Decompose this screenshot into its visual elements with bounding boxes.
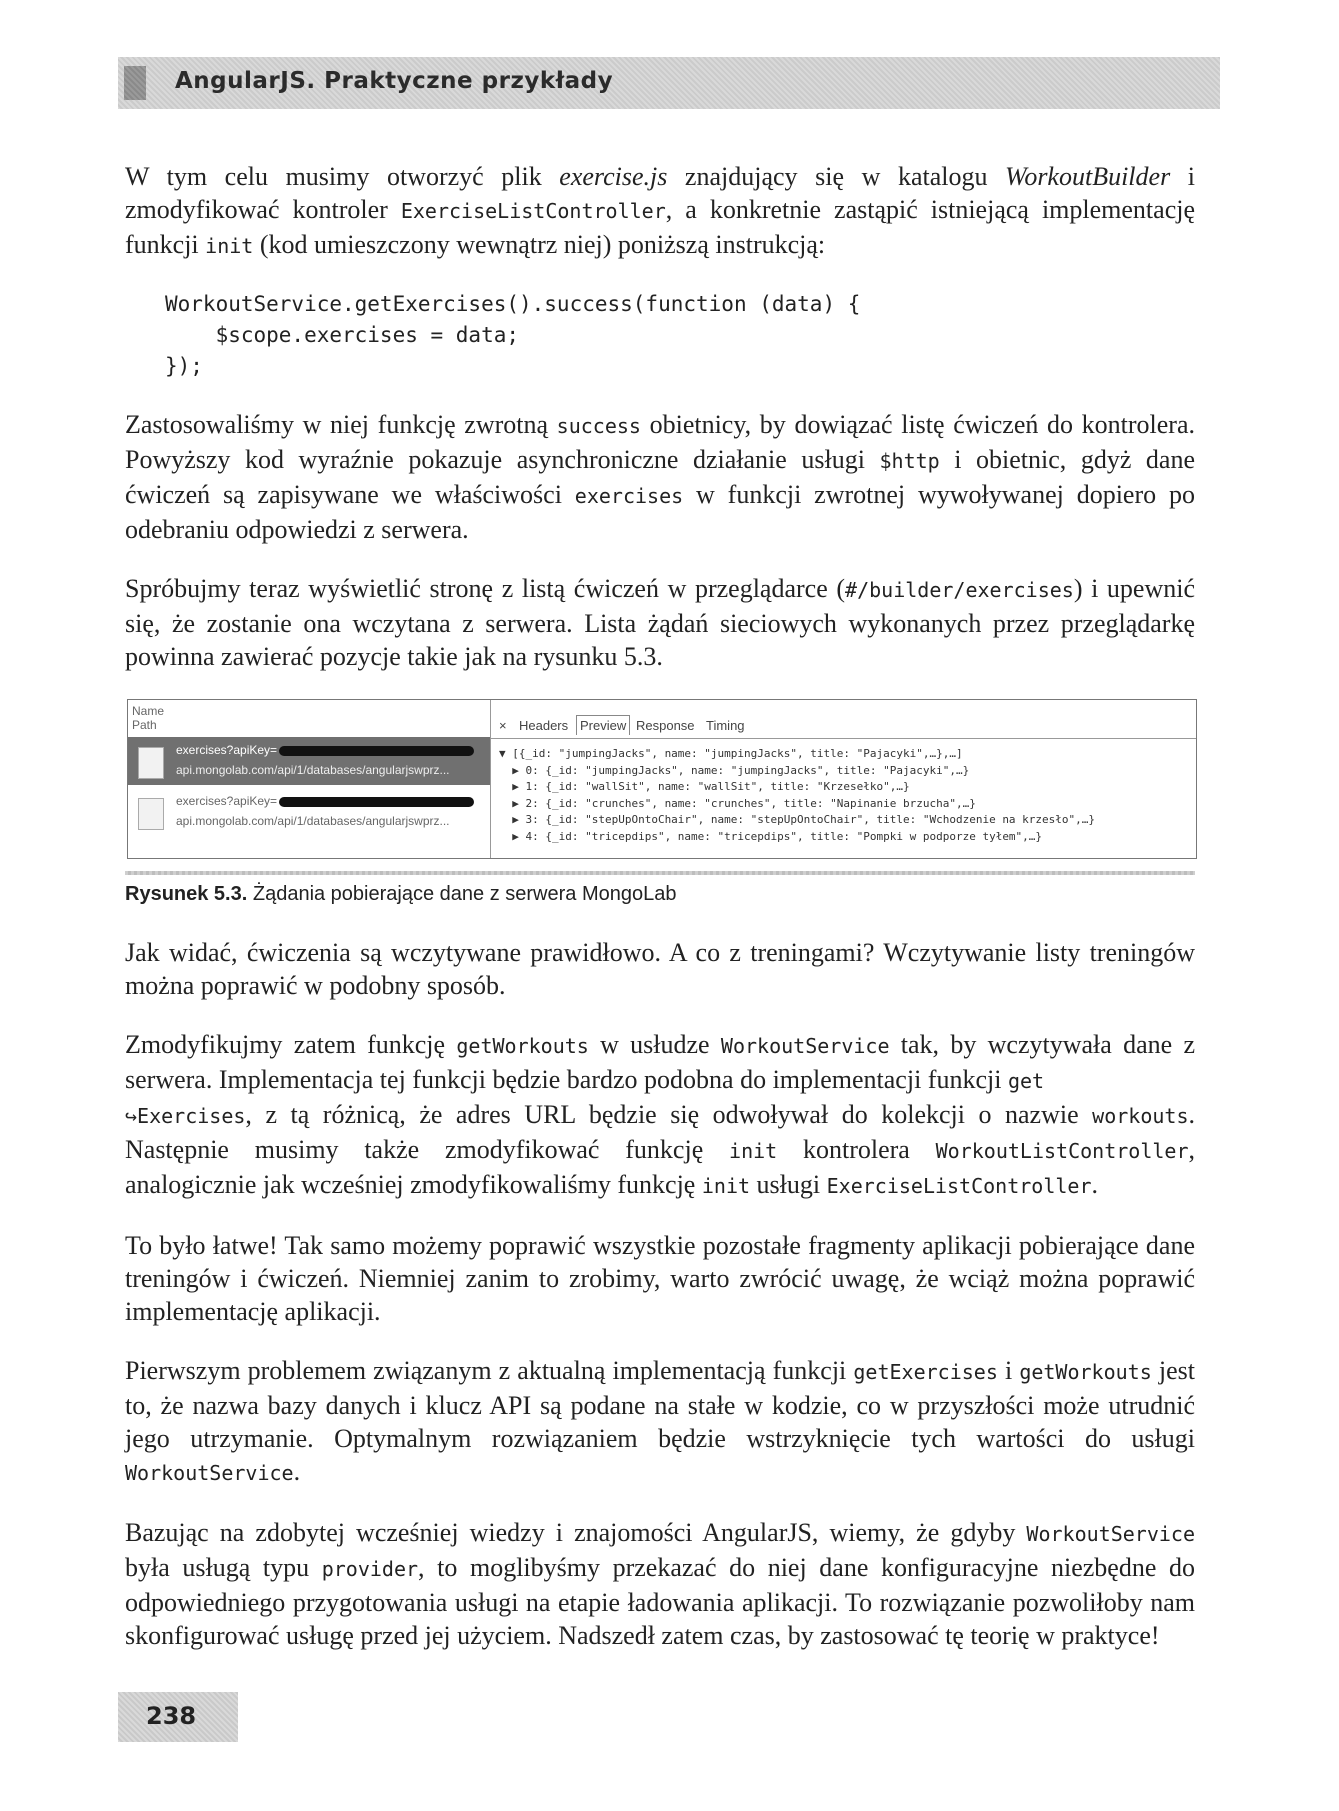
code-line: $scope.exercises = data; bbox=[165, 323, 520, 347]
file-name: exercise.js bbox=[559, 162, 668, 191]
caption-divider bbox=[125, 871, 1195, 875]
inline-code: init bbox=[701, 1174, 751, 1198]
inline-code: getWorkouts bbox=[456, 1034, 589, 1058]
inline-code: WorkoutService bbox=[125, 1461, 294, 1485]
inline-code: success bbox=[556, 414, 641, 438]
text: jest to, że nazwa bazy danych i klucz API są podane na stałe w kodzie, co w przyszłości może utrudnić jego utrzymanie. Optymalnym rozwiązaniem będzie wstrzyknięcie tych wartości do usługi bbox=[125, 1356, 1195, 1453]
json-line[interactable]: ▶ 1: {_id: "wallSit", name: "wallSit", title: "Krzesełko",…} bbox=[499, 780, 910, 793]
paragraph-6: To było łatwe! Tak samo możemy poprawić wszystkie pozostałe fragmenty aplikacji pobierające dane treningów i ćwiczeń. Niemniej zanim to zrobimy, warto zwrócić uwagę, że wciąż można poprawić implementację aplikacji. bbox=[125, 1231, 1195, 1326]
inline-code: provider bbox=[321, 1557, 419, 1581]
inline-code: init bbox=[205, 234, 254, 258]
text: i zmodyfikować kontroler bbox=[125, 162, 1195, 224]
inline-code: WorkoutService bbox=[1026, 1522, 1195, 1546]
response-tabs bbox=[491, 714, 1196, 739]
inline-code: workouts bbox=[1092, 1104, 1189, 1128]
column-path-label: Path bbox=[132, 718, 157, 732]
devtools-network-figure bbox=[127, 699, 1197, 859]
paragraph-8 bbox=[125, 1516, 1195, 1652]
request-path: api.mongolab.com/api/1/databases/angularjswprz... bbox=[176, 763, 450, 777]
redacted-api-key bbox=[279, 797, 474, 807]
text: . Następnie musimy także zmodyfikować funkcję bbox=[125, 1100, 1195, 1164]
text: Bazując na zdobytej wcześniej wiedzy i znajomości AngularJS, wiemy, że gdyby bbox=[125, 1518, 1027, 1547]
inline-code: getWorkouts bbox=[1019, 1360, 1152, 1384]
file-icon bbox=[138, 747, 164, 779]
paragraph-2 bbox=[125, 408, 1195, 546]
json-line[interactable]: ▶ 4: {_id: "tricepdips", name: "tricepdips", title: "Pompki w podporze tyłem",…} bbox=[499, 829, 1043, 843]
text: Spróbujmy teraz wyświetlić stronę z listą ćwiczeń w przeglądarce ( bbox=[125, 574, 846, 603]
text: i obietnic, gdyż dane ćwiczeń są zapisywane we właściwości bbox=[125, 445, 1195, 509]
tab-response[interactable]: Response bbox=[636, 718, 695, 733]
inline-code: $http bbox=[879, 449, 940, 473]
text: , z tą różnicą, że adres URL będzie się odwoływał do kolekcji o nazwie bbox=[245, 1100, 1093, 1129]
figure-caption bbox=[125, 883, 1195, 906]
tab-headers[interactable]: Headers bbox=[519, 718, 569, 733]
text: i bbox=[997, 1356, 1020, 1385]
json-preview bbox=[499, 746, 1095, 845]
inline-code: WorkoutService bbox=[720, 1034, 890, 1058]
text: W tym celu musimy otworzyć plik bbox=[125, 162, 560, 191]
paragraph-1 bbox=[125, 160, 1195, 263]
text: tak, by wczytywała dane z serwera. Implementacja tej funkcji będzie bardzo podobna do implementacji funkcji bbox=[125, 1030, 1196, 1094]
directory-name: WorkoutBuilder bbox=[1005, 162, 1171, 191]
text: . bbox=[293, 1457, 301, 1486]
close-icon[interactable]: × bbox=[499, 718, 507, 733]
text: (kod umieszczony wewnątrz niej) poniższą instrukcją: bbox=[253, 230, 826, 259]
inline-code: #/builder/exercises bbox=[845, 578, 1074, 602]
json-line[interactable]: ▼ [{_id: "jumpingJacks", name: "jumpingJacks", title: "Pajacyki",…},…] bbox=[499, 747, 963, 760]
text: , to moglibyśmy przekazać do niej dane konfiguracyjne niezbędne do odpowiedniego przygotowania usługi na etapie ładowania aplikacji. To rozwiązanie pozwoliłoby nam skonfigurować usługę przed jej użyciem. Nadszedł zatem czas, by zastosować tę teorię w praktyce! bbox=[125, 1553, 1195, 1650]
code-line: }); bbox=[165, 354, 203, 378]
header-marker bbox=[124, 66, 146, 100]
text: była usługą typu bbox=[125, 1553, 322, 1582]
request-row-selected[interactable] bbox=[128, 737, 490, 785]
caption-text: Żądania pobierające dane z serwera MongoLab bbox=[247, 883, 677, 905]
json-line[interactable]: ▶ 3: {_id: "stepUpOntoChair", name: "stepUpOntoChair", title: "Wchodzenie na krzesło",…} bbox=[499, 813, 1096, 826]
paragraph-4: Jak widać, ćwiczenia są wczytywane prawidłowo. A co z treningami? Wczytywanie listy treningów można poprawić w podobny sposób. bbox=[125, 938, 1195, 1000]
inline-code: ExerciseListController bbox=[400, 199, 666, 223]
code-listing bbox=[165, 289, 1195, 382]
file-icon bbox=[138, 798, 164, 830]
text: Zmodyfikujmy zatem funkcję bbox=[125, 1030, 457, 1059]
text: , analogicznie jak wcześniej zmodyfikowaliśmy funkcję bbox=[125, 1135, 1196, 1199]
text: ) i upewnić się, że zostanie ona wczytana z serwera. Lista żądań sieciowych wykonanych przez przeglądarkę powinna zawierać pozycje takie jak na rysunku 5.3. bbox=[125, 574, 1196, 671]
paragraph-7 bbox=[125, 1354, 1195, 1490]
request-list-panel bbox=[128, 700, 491, 858]
text: . bbox=[1091, 1170, 1099, 1199]
request-name bbox=[176, 743, 474, 757]
text: w funkcji zwrotnej wywoływanej dopiero po odebraniu odpowiedzi z serwera. bbox=[125, 480, 1195, 544]
page-content bbox=[125, 160, 1195, 1678]
paragraph-5 bbox=[125, 1028, 1195, 1203]
paragraph-3 bbox=[125, 572, 1195, 673]
request-name bbox=[176, 794, 474, 808]
response-panel bbox=[491, 700, 1196, 858]
redacted-api-key bbox=[279, 746, 474, 756]
tab-preview[interactable]: Preview bbox=[576, 715, 630, 735]
text: w usłudze bbox=[588, 1030, 721, 1059]
request-path: api.mongolab.com/api/1/databases/angularjswprz... bbox=[176, 814, 450, 828]
text: kontrolera bbox=[777, 1135, 936, 1164]
request-name-text: exercises?apiKey= bbox=[176, 743, 278, 757]
inline-code: WorkoutListController bbox=[935, 1139, 1189, 1163]
text: , a konkretnie zastąpić istniejącą implementację funkcji bbox=[125, 195, 1195, 259]
inline-code: getExercises bbox=[853, 1360, 998, 1384]
request-row[interactable] bbox=[128, 788, 490, 836]
tab-timing[interactable]: Timing bbox=[706, 718, 745, 733]
page-number: 238 bbox=[146, 1702, 197, 1730]
inline-code: init bbox=[729, 1139, 778, 1163]
code-line: WorkoutService.getExercises().success(function (data) { bbox=[165, 292, 861, 316]
inline-code: exercises bbox=[574, 484, 684, 508]
text: Zastosowaliśmy w niej funkcję zwrotną bbox=[125, 410, 557, 439]
request-name-text: exercises?apiKey= bbox=[176, 794, 278, 808]
json-line[interactable]: ▶ 0: {_id: "jumpingJacks", name: "jumpingJacks", title: "Pajacyki",…} bbox=[499, 763, 970, 777]
text: obietnicy, by dowiązać listę ćwiczeń do kontrolera. Powyższy kod wyraźnie pokazuje asynchroniczne działanie usługi bbox=[125, 410, 1195, 474]
text: znajdujący się w katalogu bbox=[667, 162, 1006, 191]
column-name-label: Name bbox=[132, 704, 165, 718]
inline-code: ExerciseListController bbox=[826, 1174, 1092, 1198]
request-list-header bbox=[132, 704, 164, 732]
inline-code: get ↪Exercises bbox=[125, 1069, 1045, 1128]
text: usługi bbox=[750, 1170, 827, 1199]
text: Pierwszym problemem związanym z aktualną implementacją funkcji bbox=[125, 1356, 854, 1385]
caption-label: Rysunek 5.3. bbox=[125, 883, 248, 905]
running-header-title: AngularJS. Praktyczne przykłady bbox=[175, 68, 614, 94]
json-line[interactable]: ▶ 2: {_id: "crunches", name: "crunches", title: "Napinanie brzucha",…} bbox=[499, 796, 976, 810]
